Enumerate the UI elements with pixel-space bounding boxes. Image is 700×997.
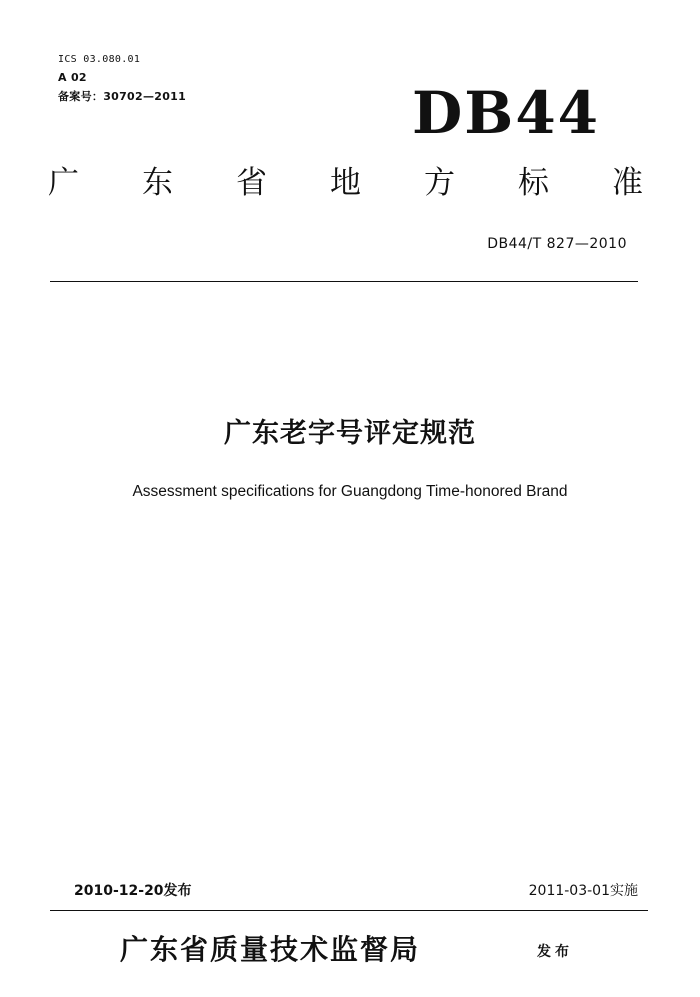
standard-code-logo: DB44 [412,79,601,147]
heading-char: 标 [518,165,549,201]
heading-char: 方 [424,165,455,201]
heading-char: 准 [612,165,643,201]
standard-number: DB44/T 827—2010 [487,236,627,252]
top-divider [50,281,638,282]
classification-code: A 02 [58,71,87,84]
issue-date: 2010-12-20发布 [74,883,192,899]
record-number: 备案号：30702—2011 [58,90,187,103]
implementation-date: 2011-03-01实施 [528,883,638,899]
heading-char: 东 [142,165,173,201]
bottom-divider [50,910,648,911]
document-title-en: Assessment specifications for Guangdong Time-honored Brand [132,483,568,500]
heading-char: 地 [330,165,361,201]
document-title-zh: 广东老字号评定规范 [224,418,476,449]
heading-char: 广 [48,165,79,201]
heading-char: 省 [236,165,267,201]
publish-label: 发布 [537,944,573,960]
ics-code: ICS 03.080.01 [58,54,141,65]
publisher-name: 广东省质量技术监督局 [120,933,421,966]
provincial-standard-heading [48,165,643,201]
